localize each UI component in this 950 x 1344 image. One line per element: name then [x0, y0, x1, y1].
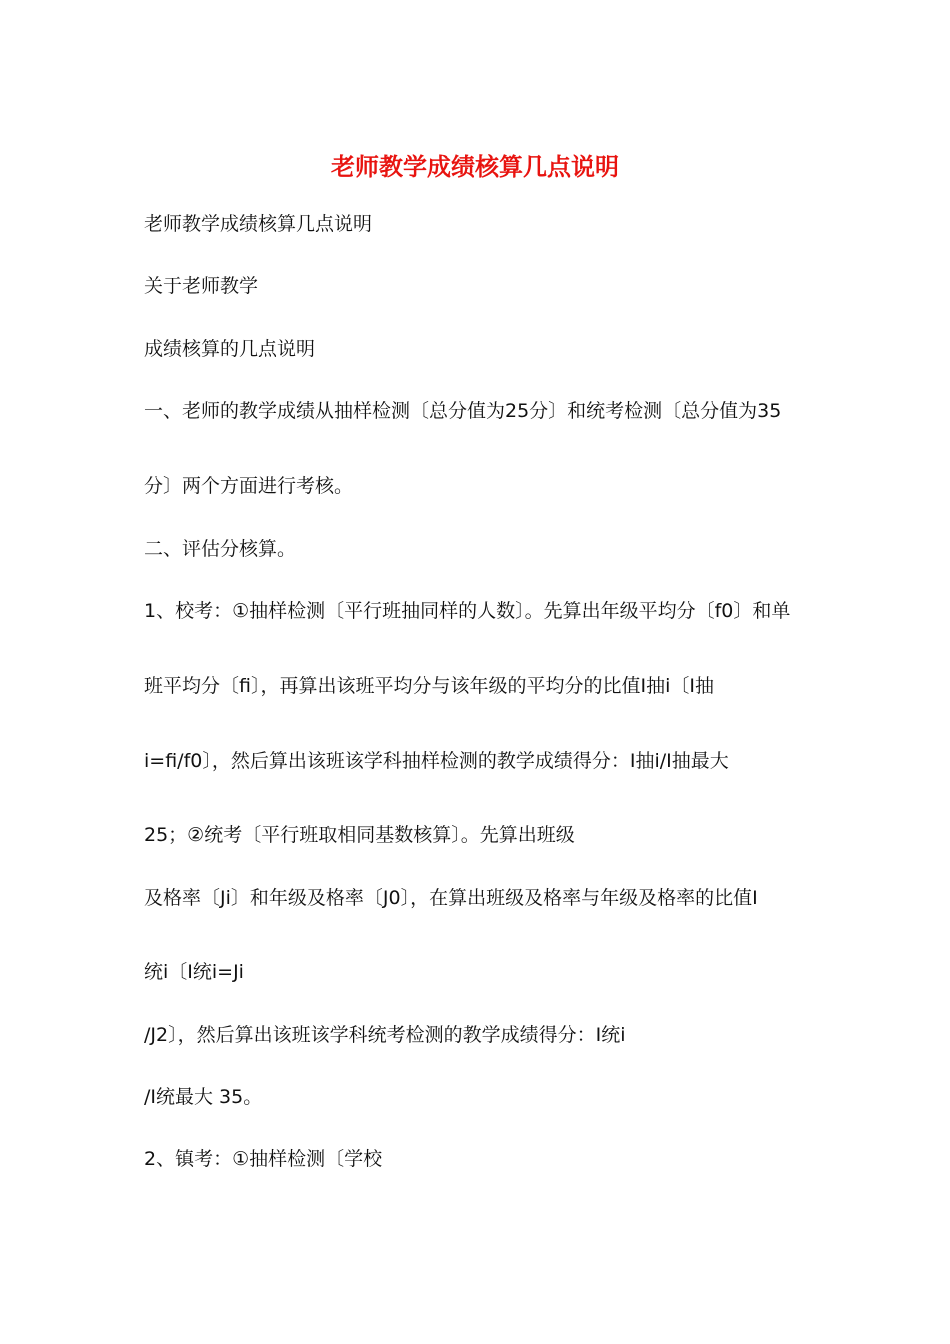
- paragraph-line: 老师教学成绩核算几点说明: [144, 213, 373, 235]
- document-title: 老师教学成绩核算几点说明: [331, 152, 619, 181]
- paragraph-line: 一、老师的教学成绩从抽样检测〔总分值为25分〕和统考检测〔总分值为35: [144, 400, 782, 422]
- paragraph-line: i=fi/f0〕，然后算出该班该学科抽样检测的教学成绩得分：I抽i/I抽最大: [144, 750, 729, 772]
- paragraph-line: /I统最大 35。: [144, 1086, 263, 1108]
- paragraph-line: 25；②统考〔平行班取相同基数核算〕。先算出班级: [144, 824, 575, 846]
- paragraph-line: /J2〕，然后算出该班该学科统考检测的教学成绩得分：I统i: [144, 1024, 626, 1046]
- paragraph-line: 成绩核算的几点说明: [144, 338, 316, 360]
- paragraph-line: 统i〔I统i=Ji: [144, 961, 244, 983]
- paragraph-line: 2、镇考：①抽样检测〔学校: [144, 1148, 383, 1170]
- paragraph-line: 二、评估分核算。: [144, 538, 297, 560]
- paragraph-line: 关于老师教学: [144, 275, 259, 297]
- paragraph-line: 班平均分〔fi〕，再算出该班平均分与该年级的平均分的比值I抽i〔I抽: [144, 675, 714, 697]
- paragraph-line: 1、校考：①抽样检测〔平行班抽同样的人数〕。先算出年级平均分〔f0〕和单: [144, 600, 791, 622]
- paragraph-line: 及格率〔Ji〕和年级及格率〔J0〕，在算出班级及格率与年级及格率的比值I: [144, 887, 758, 909]
- paragraph-line: 分〕两个方面进行考核。: [144, 475, 354, 497]
